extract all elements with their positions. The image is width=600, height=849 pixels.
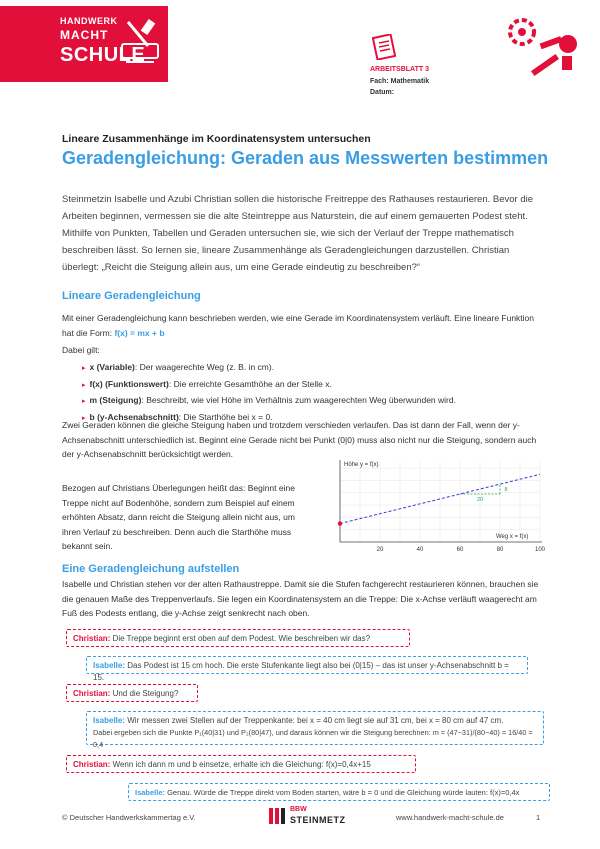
list-text: : Die Starthöhe bei x = 0. (178, 411, 273, 422)
list-term: x (Variable) (89, 362, 135, 372)
dialogue-bubble (66, 755, 416, 773)
speaker-name: Christian: (73, 634, 111, 643)
dialogue-bubble (86, 711, 544, 749)
speech-text-2: Dabei ergeben sich die Punkte P₁(40|31) und P₂(80|47), und daraus können wir die Steigung berechnen: m = (47−31)/(80−40) = 16/40 = 0,4 (93, 728, 533, 749)
speech-text: Die Treppe beginnt erst oben auf dem Podest. Wie beschreiben wir das? (110, 634, 371, 643)
date-field: Datum: (370, 89, 395, 96)
line-chart (326, 456, 548, 556)
sheet-header (370, 10, 590, 96)
intro-paragraph: Steinmetzin Isabelle und Azubi Christian sollen die historische Freitreppe des Rathauses restaurieren. Bevor die Arbeiten beginnen, vermessen sie die alte Steintreppe aus Naturstein, die auf einem gemauerten Podest steht. Mithilfe von Punkten, Tabellen und Geraden untersuchen sie, wie sich der Verlauf der Treppe mathematisch beschreiben lässt. So lernen sie, lineare Zusammenhänge als Geradengleichungen darzustellen. Christian überlegt: „Reicht die Steigung allein aus, um eine Gerade eindeutig zu beschreiben?“ (62, 194, 534, 273)
subject-field: Fach: Mathematik (370, 78, 430, 85)
speaker-name: Christian: (73, 689, 111, 698)
craft-tools-icon (500, 10, 590, 88)
tools-icon (118, 16, 162, 68)
x-axis-label: Weg x = f(x) (496, 534, 529, 540)
page-number: 1 (536, 813, 541, 822)
logo-line-1: HANDWERK (60, 16, 118, 26)
list-item (89, 393, 456, 410)
triangle-label: 8 (504, 487, 508, 494)
dialogue-bubble (66, 684, 198, 702)
copyright: © Deutscher Handwerkskammertag e.V. (62, 813, 196, 822)
logo (0, 6, 168, 82)
speech-text: Und die Steigung? (110, 689, 179, 698)
dialogue-bubble (66, 629, 410, 647)
bbw-logo (268, 806, 346, 831)
chart-grid (340, 462, 540, 542)
list-text: : Die erreichte Gesamthöhe an der Stelle x. (168, 378, 332, 389)
formula: f(x) = mx + b (114, 327, 165, 338)
x-tick-label: 100 (534, 547, 546, 553)
x-tick-label: 80 (496, 547, 504, 553)
sheet-label: ARBEITSBLATT 3 (370, 66, 429, 73)
definition-list (89, 360, 456, 426)
section1-p1-text: Mit einer Geradengleichung kann beschrieben werden, wie eine Gerade im Koordinatensystem verläuft. Eine lineare Funktion hat die Form: (62, 313, 535, 338)
list-item (89, 377, 456, 394)
topic-line: Lineare Zusammenhänge im Koordinatensystem untersuchen (62, 133, 371, 145)
section1-paragraph1 (62, 311, 540, 340)
section2-paragraph: Isabelle und Christian stehen vor der alten Rathaustreppe. Damit sie die Stufen fachgerecht restaurieren können, brauchen sie die genauen Maße des Treppenverlaufs. Sie legen ein Koordinatensystem an die Treppe: Die x-Achse verläuft waagerecht am Fuß des Podests entlang, die y-Achse zeigt senkrecht nach oben. (62, 579, 539, 618)
start-point (338, 521, 342, 525)
dialogue-bubble (86, 656, 528, 682)
speech-text: Wir messen zwei Stellen auf der Treppenkante: bei x = 40 cm liegt sie auf 31 cm, bei x = 80 cm auf 47 cm. (125, 716, 504, 725)
speaker-name: Isabelle: (93, 716, 126, 725)
bbw-text: BBW (290, 806, 307, 813)
list-text: : Der waagerechte Weg (z. B. in cm). (134, 362, 275, 372)
bbw-mark-icon (268, 806, 288, 826)
section-heading-setup: Eine Geradengleichung aufstellen (62, 563, 240, 575)
dialogue-bubble (128, 783, 550, 801)
logo-line-2: MACHT (60, 28, 109, 42)
x-tick-label: 20 (376, 547, 384, 553)
x-tick-label: 60 (456, 547, 464, 553)
list-item (89, 360, 456, 377)
speaker-name: Christian: (73, 760, 111, 769)
steinmetz-text: STEINMETZ (290, 815, 346, 825)
slope-triangle (460, 484, 508, 503)
speech-text: Wenn ich dann m und b einsetze, erhalte ich die Gleichung: f(x)=0,4x+15 (110, 760, 371, 769)
worksheet-icon (372, 34, 398, 60)
speech-text: Genau. Würde die Treppe direkt vom Boden starten, wäre b = 0 und die Gleichung würde lauten: f(x)=0,4x (165, 788, 520, 797)
y-axis-label: Höhe y = f(x) (344, 462, 379, 468)
list-term: f(x) (Funktionswert) (89, 378, 169, 389)
dabei-label: Dabei gilt: (62, 345, 100, 355)
speaker-name: Isabelle: (93, 661, 126, 670)
list-text: : Beschreibt, wie viel Höhe im Verhältnis zum waagerechten Weg überwunden wird. (141, 395, 456, 405)
speech-text: Das Podest ist 15 cm hoch. Die erste Stufenkante liegt also bei (0|15) – das ist unser y-Achsenabschnitt b = 15. (93, 661, 509, 682)
website-link[interactable]: www.handwerk-macht-schule.de (396, 813, 504, 822)
x-ticks (377, 547, 546, 553)
section1-paragraph3: Bezogen auf Christians Überlegungen heißt das: Beginnt eine Treppe nicht auf Bodenhöhe, sondern zum Beispiel auf einem erhöhten Absatz, dann reicht die Steigung allein nicht aus, um ihren Verlauf zu beschreiben. Denn auch die Starthöhe muss bekannt sein. (62, 483, 295, 551)
speaker-name: Isabelle: (135, 788, 166, 797)
logo-line-3: SCHULE (60, 44, 146, 66)
page-title: Geradengleichung: Geraden aus Messwerten bestimmen (62, 148, 549, 168)
section-heading-linear: Lineare Geradengleichung (62, 290, 201, 302)
triangle-label: 20 (476, 497, 484, 503)
x-tick-label: 40 (416, 547, 424, 553)
section1-paragraph2: Zwei Geraden können die gleiche Steigung haben und trotzdem verschieden verlaufen. Das ist dann der Fall, wenn der y-Achsenabschnitt unterschiedlich ist. Beginnt eine Gerade nicht bei Punkt (0|0) muss also nicht nur die Steigung, sondern auch der y-Achsenabschnitt berücksichtigt werden. (62, 420, 537, 459)
list-term: m (Steigung) (89, 395, 142, 405)
list-term: b (y-Achsenabschnitt) (89, 411, 179, 422)
